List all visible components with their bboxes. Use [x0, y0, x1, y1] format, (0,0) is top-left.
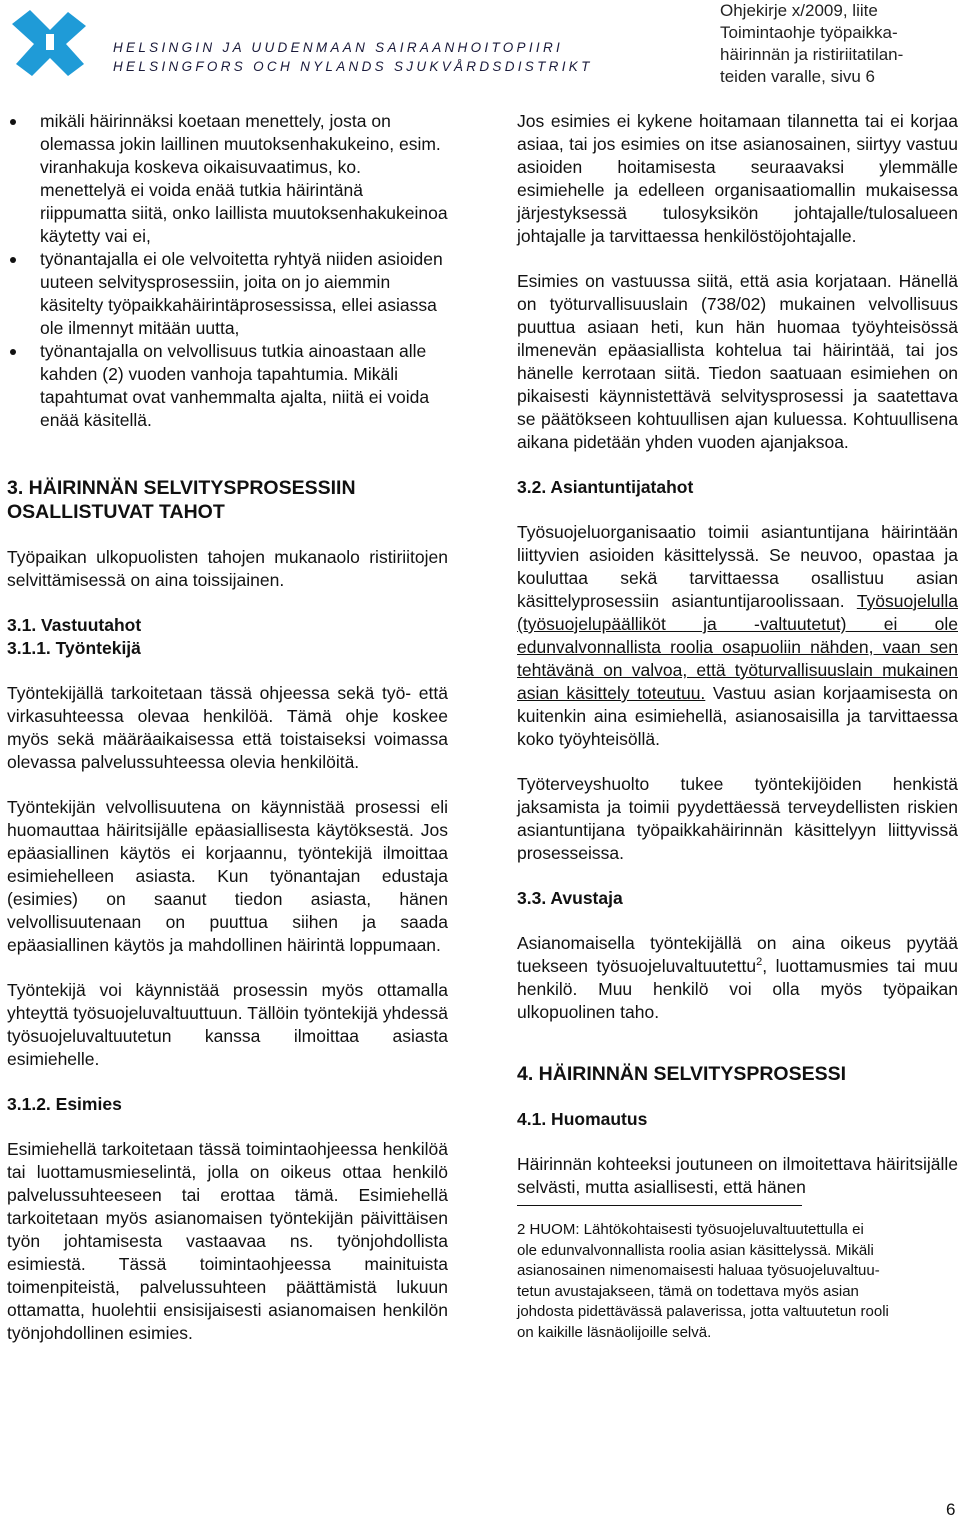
worker-paragraph-2: Työntekijän velvollisuutena on käynnistää prosessi eli huomauttaa häiritsijälle epäasiallisesta käytöksestä. Jos epäasiallinen käytös ei korjaannu, työntekijä ilmoittaa esimiehelleen asiasta. Kun työnantajan edustaja (esimies) on saanut tiedon asiasta, hänen velvollisuutenaan on puuttua siihen ja saada epäasiallinen käytös ja mahdollinen häirintä loppumaan.: [7, 797, 448, 955]
hus-cross-logo-icon: [6, 6, 94, 78]
section-3-intro: Työpaikan ulkopuolisten tahojen mukanaolo ristiriitojen selvittämisessä on aina toissijainen.: [7, 547, 448, 590]
notice-paragraph: Häirinnän kohteeksi joutuneen on ilmoitettava häiritsijälle selvästi, mutta asiallisesti, että hänen: [517, 1154, 958, 1197]
list-item: työnantajalla on velvollisuus tutkia ainoastaan alle kahden (2) vuoden vanhoja tapahtumia. Mikäli tapahtumat ovat vanhemmalta ajalta, niitä ei voida enää käsitellä.: [7, 340, 448, 432]
organization-name: [113, 38, 593, 76]
list-item: työnantajalla ei ole velvoitetta ryhtyä niiden asioiden uuteen selvitysprosessiin, joita on jo aiemmin käsitelty työpaikkahäirintäprosessissa, ellei asiassa ole ilmennyt mitään uutta,: [7, 248, 448, 340]
footnote: [517, 1220, 958, 1343]
heading-3-1-2: 3.1.2. Esimies: [7, 1094, 122, 1114]
doc-ref-line: häirinnän ja ristiriitatilan-: [720, 45, 904, 64]
supervisor-paragraph-2: Jos esimies ei kykene hoitamaan tilannetta tai ei korjaa asiaa, tai jos esimies on itse asianosainen, siirtyy vastuu asioiden hoitamisesta seuraavaksi ylemmälle esimiehelle ja edelleen organisaatiomallin mukaisessa järjestyksessä tulosyksikön johtajalle/tulosalueen johtajalle ja tarvittaessa henkilöstöjohtajalle.: [517, 111, 958, 246]
left-column: [7, 110, 448, 1367]
footnote-line: ole edunvalvonnallista roolia asian käsittelyssä. Mikäli: [517, 1241, 874, 1259]
page-header: [0, 0, 960, 100]
heading-3-1: 3.1. Vastuutahot: [7, 615, 142, 635]
list-item: mikäli häirinnäksi koetaan menettely, josta on olemassa jokin laillinen muutoksenhakukeino, esim. viranhakuja koskeva oikaisuvaatimus, ko. menettelyä ei voida enää tutkia häirintänä riippumatta siitä, onko laillista muutoksenhakukeinoa käytetty vai ei,: [7, 110, 448, 248]
section-3-heading: 3. HÄIRINNÄN SELVITYSPROSESSIIN OSALLISTUVAT TAHOT: [7, 477, 356, 523]
footnote-line: johdosta pidettävässä palaverissa, jotta valtuutetun rooli: [517, 1303, 889, 1320]
page-number: 6: [946, 1500, 956, 1519]
assistant-text-b: , luottamusmies tai muu henkilö. Muu henkilö voi olla myös työpaikan ulkopuolinen taho.: [517, 956, 958, 1022]
footnote-line: on kaikille läsnäolijoille selvä.: [517, 1323, 712, 1341]
experts-text-b: Vastuu asian korjaamisesta on kuitenkin aina esimiehellä, asianosaisilla ja tarvittaessa koko työyhteisöllä.: [517, 683, 958, 749]
worker-paragraph-3: Työntekijä voi käynnistää prosessin myös ottamalla yhteyttä työsuojeluvaltuuttuun. Tällöin työntekijä yhdessä työsuojeluvaltuutetun kanssa ilmoittaa asiasta esimiehelle.: [7, 980, 448, 1069]
footnote-line: asianosainen nimenomaisesti haluaa työsuojeluvaltuu-: [517, 1262, 880, 1279]
doc-ref-line: Toimintaohje työpaikka-: [720, 23, 898, 42]
heading-4-1: 4.1. Huomautus: [517, 1109, 648, 1129]
worker-paragraph-1: Työntekijällä tarkoitetaan tässä ohjeessa sekä työ- että virkasuhteessa olevaa henkilöä. Tämä ohje koskee myös sekä määräaikaisessa että toistaiseksi voimassa olevassa palvelussuhteessa olevia henkilöitä.: [7, 683, 448, 772]
heading-3-1-1: 3.1.1. Työntekijä: [7, 638, 141, 658]
assistant-paragraph: [517, 932, 958, 1024]
org-name-fi: HELSINGIN JA UUDENMAAN SAIRAANHOITOPIIRI: [113, 40, 564, 55]
org-name-sv: HELSINGFORS OCH NYLANDS SJUKVÅRDSDISTRIKT: [113, 59, 593, 74]
doc-ref-line: teiden varalle, sivu 6: [720, 67, 875, 86]
footnote-line: 2 HUOM: Lähtökohtaisesti työsuojeluvaltuutettulla ei: [517, 1221, 864, 1238]
heading-3-2: 3.2. Asiantuntijatahot: [517, 477, 694, 497]
supervisor-paragraph-1: Esimiehellä tarkoitetaan tässä toimintaohjeessa henkilöä tai luottamusmieselintä, jolla on oikeus ottaa henkilö palvelussuhteeseen tai erottaa tämä. Esimiehellä tarkoitetaan myös asianomaisen työntekijän päivittäisen työn johtamisesta vastaavaa ns. työnjohdollista esimiestä. Tässä toimintaohjeessa mainituista toimenpiteistä, palvelussuhteen päättämistä lukuun ottamatta, huolehtii ensisijaisesti asianomaisen henkilön työnjohdollinen esimies.: [7, 1139, 448, 1343]
experts-paragraph-2: Työterveyshuolto tukee työntekijöiden henkistä jaksamista ja toimii pyydettäessä terveydellisten riskien asiantuntijana työpaikkahäirinnän käsittelyyn liittyvissä prosesseissa.: [517, 774, 958, 863]
footnote-divider: [517, 1205, 802, 1206]
experts-text-a: Työsuojeluorganisaatio toimii asiantuntijana häirintään liittyvien asioiden käsittelyssä. Se neuvoo, opastaa ja kouluttaa sekä tarvittaessa osallistuu asian käsittelyprosessiin asiantuntijaroolissaan.: [517, 522, 958, 611]
document-reference: [720, 0, 903, 88]
section-4-heading: 4. HÄIRINNÄN SELVITYSPROSESSI: [517, 1063, 847, 1085]
assistant-text-a: Asianomaisella työntekijällä on aina oikeus pyytää tuekseen työsuojeluvaltuutettu: [517, 933, 958, 976]
experts-paragraph-1: [517, 521, 958, 751]
experts-underlined-text: Työsuojelulla (työsuojelupäälliköt ja -valtuutetut) ei ole edunvalvonnallista roolia osapuoliin nähden, vaan sen tehtävänä on valvoa, että työturvallisuuslain mukainen asian käsittely toteutuu.: [517, 591, 958, 703]
footnote-marker: 2: [756, 956, 763, 969]
supervisor-paragraph-3: Esimies on vastuussa siitä, että asia korjataan. Hänellä on työturvallisuuslain (738/02) mukainen velvollisuus puuttua asiaan heti, kun hän huomaa työyhteisössä ilmenevän epäasiallista kohtelua tai häirintää, tai jos hänelle kerrotaan siitä. Tiedon saatuaan esimiehen on pikaisesti käynnistettävä selvitysprosessi ja saatettava se päätökseen kohtuullisen ajan kuluessa. Kohtuullisena aikana pidetään yhden vuoden ajanjaksoa.: [517, 271, 958, 452]
doc-ref-line: Ohjekirje x/2009, liite: [720, 1, 878, 20]
right-column: [517, 110, 958, 1343]
footnote-line: tetun avustajakseen, tämä on todettava myös asian: [517, 1282, 859, 1300]
exception-bullet-list: [7, 110, 448, 432]
heading-3-3: 3.3. Avustaja: [517, 888, 623, 908]
